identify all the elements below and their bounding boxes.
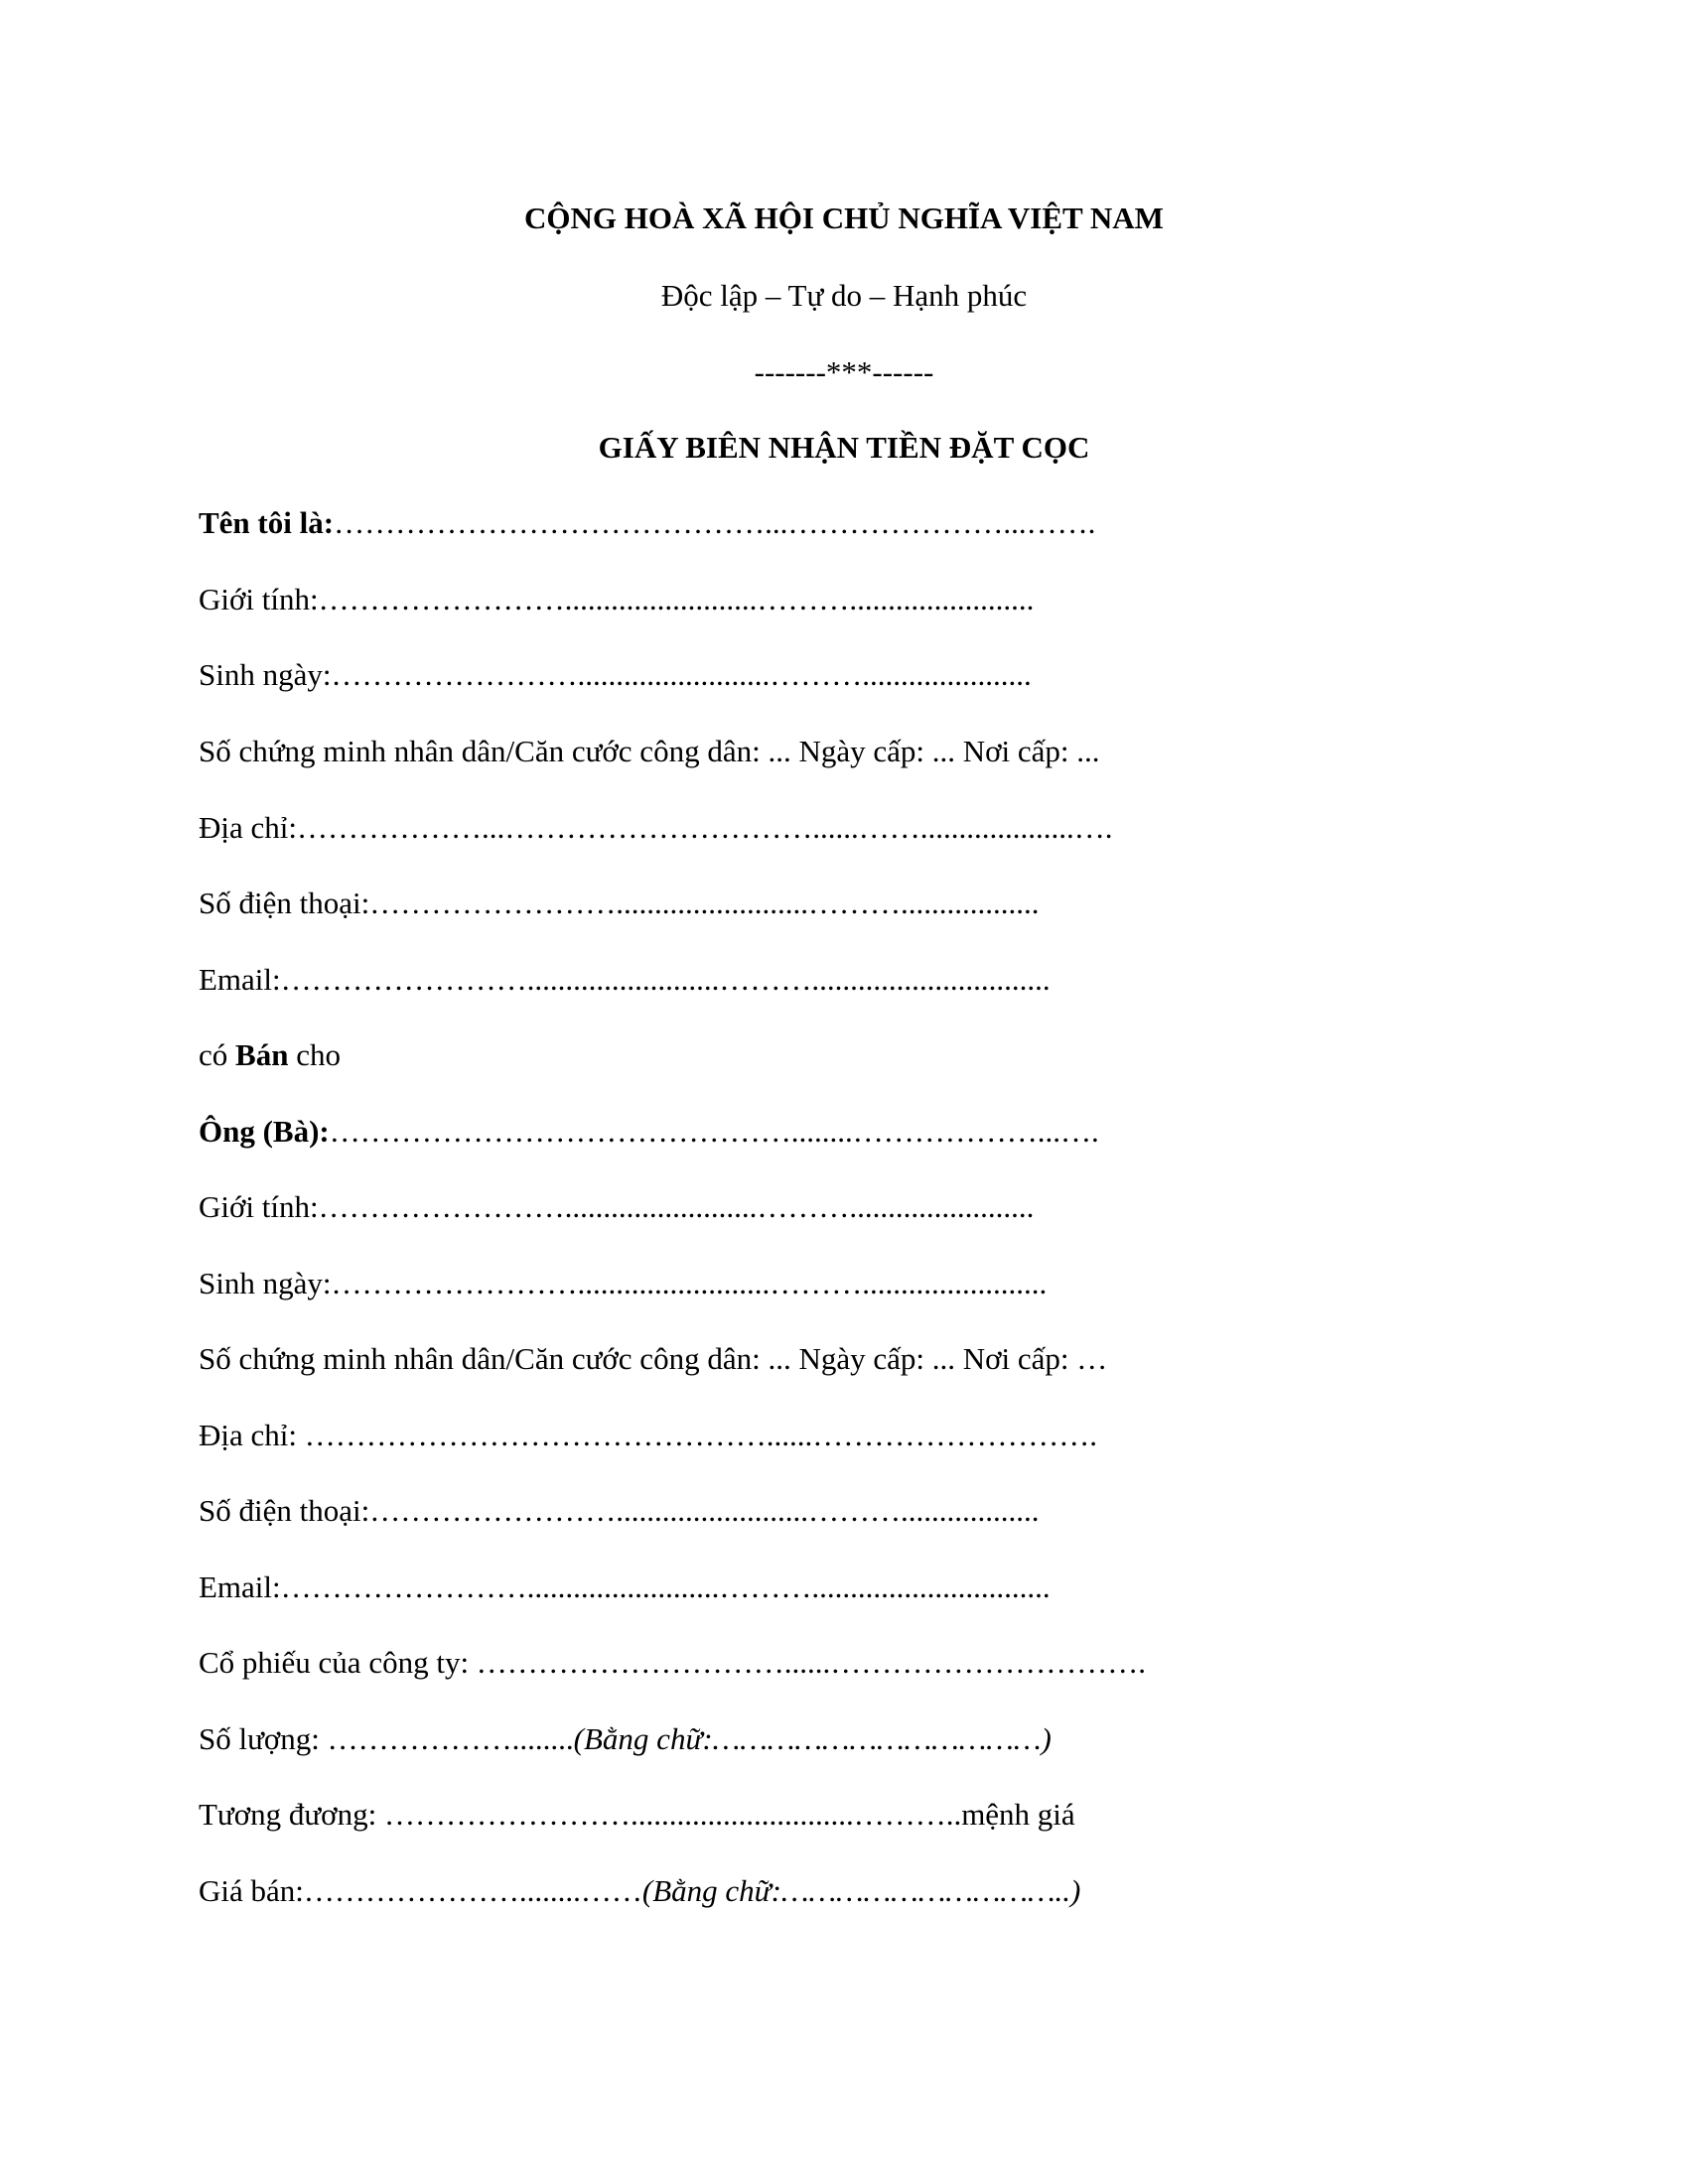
stock-price-label: Giá bán:…………………........……	[199, 1873, 642, 1908]
stock-equivalent-line: Tương đương: …………………….............................………..mệnh giá	[199, 1797, 1075, 1832]
seller-email-line: Email:…………………….........................………...............................	[199, 962, 1051, 997]
buyer-name-label: Ông (Bà):	[199, 1114, 330, 1149]
buyer-name-blank: ………………………………………........………………...….	[329, 1114, 1099, 1149]
transaction-action: Bán	[235, 1037, 289, 1072]
seller-phone-line: Số điện thoại:…………………….........................………..................	[199, 886, 1040, 920]
seller-gender-line: Giới tính:…………………….........................………........................	[199, 582, 1035, 616]
seller-name-line	[199, 503, 1095, 543]
buyer-id-line: Số chứng minh nhân dân/Căn cước công dân: ... Ngày cấp: ... Nơi cấp: …	[199, 1341, 1108, 1376]
buyer-gender-line: Giới tính:…………………….........................………........................	[199, 1189, 1035, 1224]
buyer-email-line: Email:…………………….........................………...............................	[199, 1570, 1051, 1604]
stock-price-words: (Bằng chữ:…………………………..)	[641, 1873, 1081, 1908]
buyer-phone-line: Số điện thoại:…………………….........................………..................	[199, 1493, 1040, 1528]
header-separator: -------***------	[754, 354, 934, 389]
seller-birthdate-line: Sinh ngày:…………………….........................………......................	[199, 657, 1032, 692]
seller-name-blank: ……………………………………...…………………...…….	[334, 505, 1096, 540]
stock-quantity-line	[199, 1719, 1052, 1759]
stock-price-line	[199, 1871, 1080, 1911]
transaction-prefix: có	[199, 1037, 236, 1072]
buyer-name-line	[199, 1112, 1099, 1152]
document-title: GIẤY BIÊN NHẬN TIỀN ĐẶT CỌC	[598, 430, 1090, 465]
stock-quantity-words: (Bằng chữ:………………………………)	[573, 1721, 1052, 1756]
national-title: CỘNG HOÀ XÃ HỘI CHỦ NGHĨA VIỆT NAM	[524, 201, 1164, 235]
buyer-birthdate-line: Sinh ngày:…………………….........................………........................	[199, 1266, 1048, 1300]
stock-quantity-label: Số lượng: ………………........	[199, 1721, 574, 1756]
national-motto: Độc lập – Tự do – Hạnh phúc	[660, 278, 1028, 313]
stock-company-line: Cổ phiếu của công ty: …………………………......………………………….	[199, 1645, 1147, 1680]
transaction-line	[199, 1035, 341, 1075]
seller-address-line: Địa chỉ:………………...…………………………......……....................….	[199, 810, 1113, 845]
transaction-suffix: cho	[288, 1037, 341, 1072]
seller-name-label: Tên tôi là:	[199, 505, 335, 540]
seller-id-line: Số chứng minh nhân dân/Căn cước công dân: ... Ngày cấp: ... Nơi cấp: ...	[199, 734, 1100, 768]
buyer-address-line: Địa chỉ: ………………………………………......……………………….	[199, 1418, 1097, 1452]
